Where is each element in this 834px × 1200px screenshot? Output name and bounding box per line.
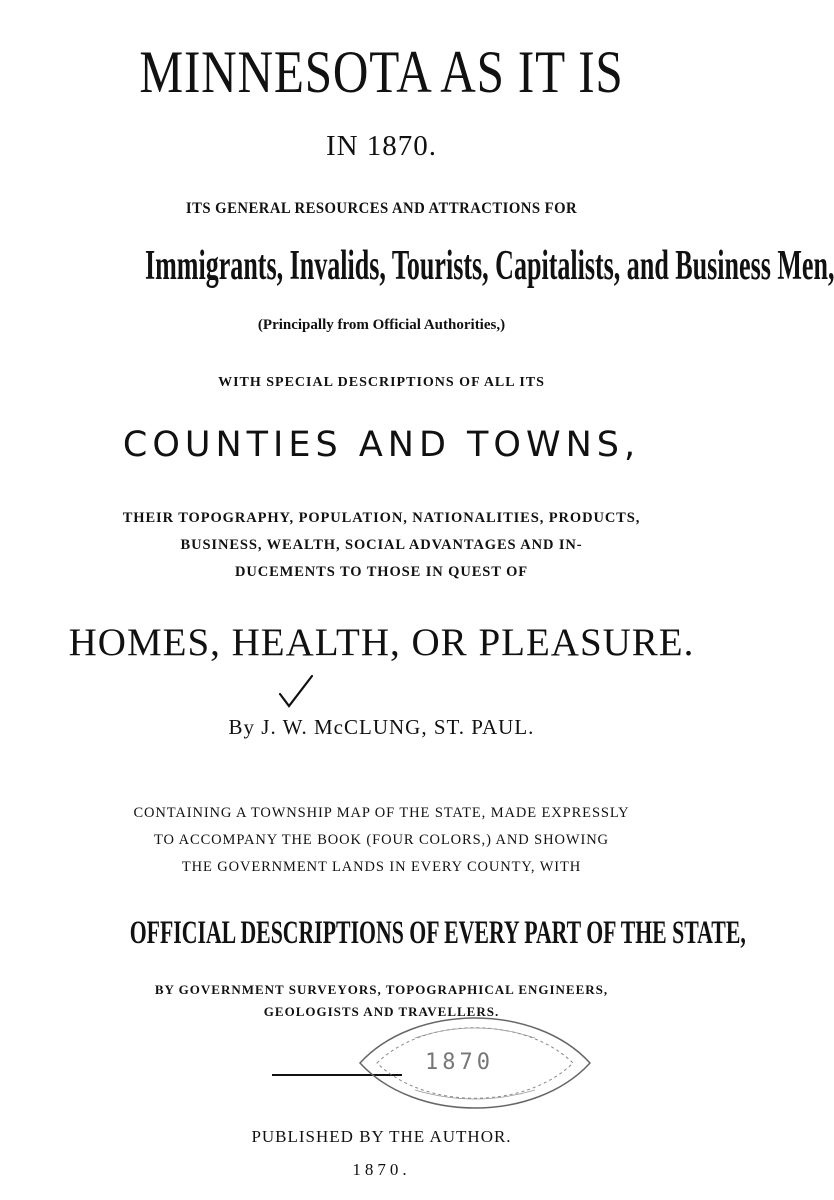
special-line: WITH SPECIAL DESCRIPTIONS OF ALL ITS bbox=[218, 375, 545, 390]
topography-line: THEIR TOPOGRAPHY, POPULATION, NATIONALITIES, PRODUCTS, bbox=[122, 510, 641, 526]
map-description-line: CONTAINING A TOWNSHIP MAP OF THE STATE, MADE EXPRESSLY bbox=[133, 805, 630, 821]
surveyors-line: BY GOVERNMENT SURVEYORS, TOPOGRAPHICAL ENGINEERS, bbox=[154, 982, 609, 997]
year-line: IN 1870. bbox=[325, 130, 438, 162]
authorities-line: (Principally from Official Authorities,) bbox=[257, 317, 506, 333]
checkmark-icon bbox=[276, 672, 316, 712]
publication-year: 1870. bbox=[352, 1160, 411, 1179]
homes-heading: HOMES, HEALTH, OR PLEASURE. bbox=[68, 621, 695, 664]
resources-line: ITS GENERAL RESOURCES AND ATTRACTIONS FOR bbox=[185, 200, 578, 217]
topography-line: BUSINESS, WEALTH, SOCIAL ADVANTAGES AND IN- bbox=[180, 537, 583, 553]
audience-line: Immigrants, Invalids, Tourists, Capitalists, and Business Men, bbox=[144, 243, 834, 289]
book-title: MINNESOTA AS IT IS bbox=[139, 39, 624, 105]
topography-line: DUCEMENTS TO THOSE IN QUEST OF bbox=[234, 564, 529, 580]
author-byline: By J. W. McCLUNG, ST. PAUL. bbox=[228, 715, 535, 739]
official-descriptions-heading: OFFICIAL DESCRIPTIONS OF EVERY PART OF THE STATE, bbox=[129, 915, 746, 951]
map-description-line: THE GOVERNMENT LANDS IN EVERY COUNTY, WITH bbox=[181, 859, 582, 875]
stamp-year: 1870 bbox=[425, 1050, 494, 1075]
counties-heading: COUNTIES AND TOWNS, bbox=[122, 425, 641, 465]
surveyors-line: GEOLOGISTS AND TRAVELLERS. bbox=[263, 1004, 500, 1019]
publisher-line: PUBLISHED BY THE AUTHOR. bbox=[251, 1127, 512, 1146]
map-description-line: TO ACCOMPANY THE BOOK (FOUR COLORS,) AND SHOWING bbox=[154, 832, 609, 848]
